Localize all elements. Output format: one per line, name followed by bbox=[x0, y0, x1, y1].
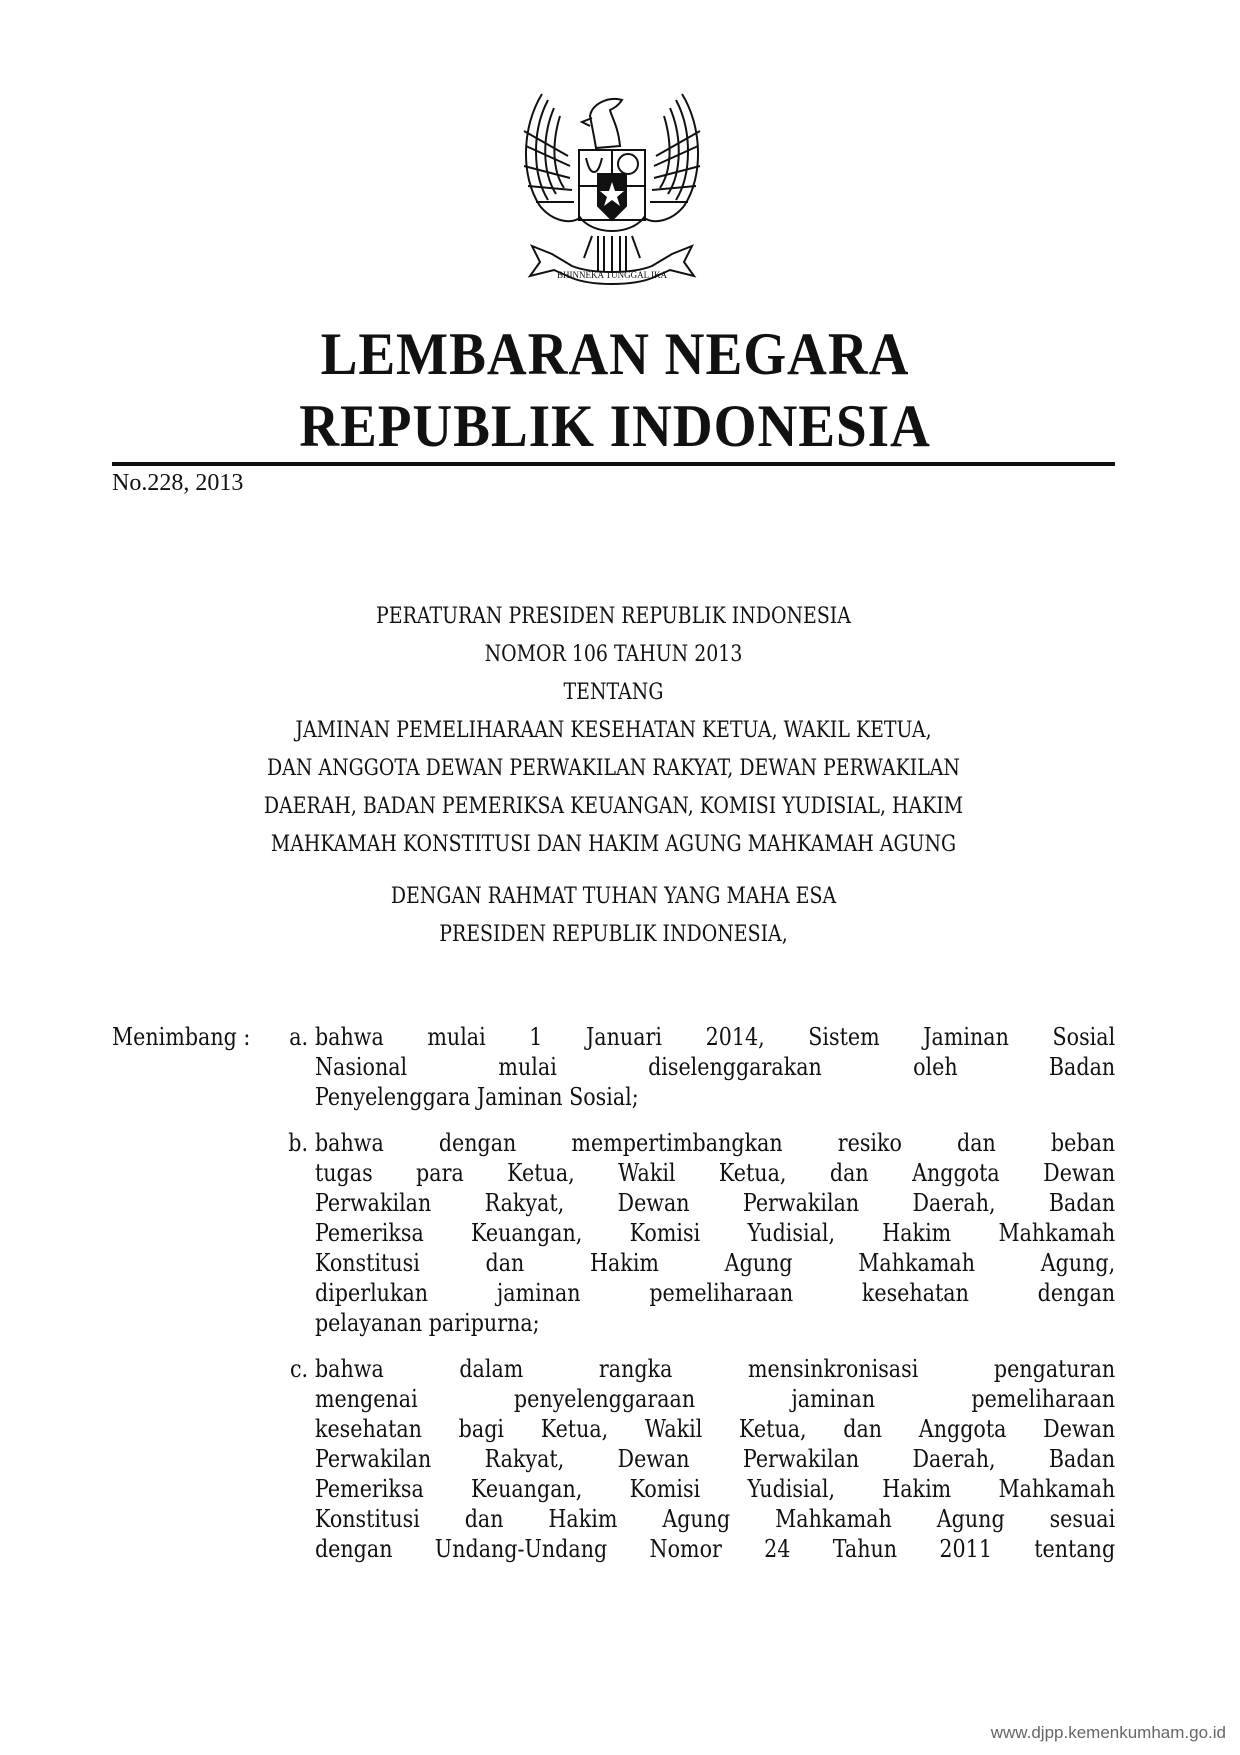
title-line: TENTANG bbox=[563, 680, 664, 705]
text-line: Konstitusi dan Hakim Agung Mahkamah Agung, bbox=[314, 1249, 1116, 1277]
masthead-line-2: REPUBLIK INDONESIA bbox=[299, 393, 931, 459]
masthead bbox=[150, 318, 1079, 462]
considerations-label: Menimbang : bbox=[112, 1023, 251, 1051]
consideration-item-b bbox=[112, 1128, 1115, 1338]
text-line: Penyelenggara Jaminan Sosial; bbox=[314, 1083, 639, 1111]
header-divider bbox=[112, 462, 1115, 466]
consideration-item-c bbox=[112, 1354, 1115, 1564]
footer-url[interactable]: www.djpp.kemenkumham.go.id bbox=[990, 1723, 1226, 1742]
text-line: dengan Undang-Undang Nomor 24 Tahun 2011 tentang bbox=[314, 1535, 1116, 1563]
item-letter: a. bbox=[289, 1023, 309, 1051]
title-line: NOMOR 106 TAHUN 2013 bbox=[484, 642, 743, 667]
title-line: PERATURAN PRESIDEN REPUBLIK INDONESIA bbox=[376, 604, 851, 629]
title-line: DAERAH, BADAN PEMERIKSA KEUANGAN, KOMISI YUDISIAL, HAKIM bbox=[263, 794, 964, 819]
consideration-item-a bbox=[112, 1022, 1115, 1112]
masthead-line-1: LEMBARAN NEGARA bbox=[320, 321, 910, 387]
text-line: Perwakilan Rakyat, Dewan Perwakilan Daerah, Badan bbox=[314, 1445, 1116, 1473]
issue-number: No.228, 2013 bbox=[112, 470, 244, 496]
regulation-title bbox=[112, 598, 1115, 954]
item-text bbox=[315, 1128, 1115, 1338]
title-line: JAMINAN PEMELIHARAAN KESEHATAN KETUA, WAKIL KETUA, bbox=[295, 718, 932, 743]
item-text bbox=[315, 1354, 1115, 1564]
text-line: bahwa dalam rangka mensinkronisasi pengaturan bbox=[314, 1355, 1116, 1383]
text-line: mengenai penyelenggaraan jaminan pemeliharaan bbox=[314, 1385, 1116, 1413]
text-line: bahwa dengan mempertimbangkan resiko dan beban bbox=[314, 1129, 1116, 1157]
garuda-emblem-icon bbox=[512, 86, 712, 296]
text-line: Konstitusi dan Hakim Agung Mahkamah Agung sesuai bbox=[314, 1505, 1116, 1533]
item-text bbox=[315, 1022, 1115, 1112]
text-line: tugas para Ketua, Wakil Ketua, dan Anggota Dewan bbox=[314, 1159, 1116, 1187]
item-letter: c. bbox=[289, 1355, 309, 1383]
text-line: bahwa mulai 1 Januari 2014, Sistem Jaminan Sosial bbox=[314, 1023, 1116, 1051]
text-line: Pemeriksa Keuangan, Komisi Yudisial, Hakim Mahkamah bbox=[314, 1475, 1116, 1503]
text-line: diperlukan jaminan pemeliharaan kesehatan dengan bbox=[314, 1279, 1116, 1307]
text-line: Nasional mulai diselenggarakan oleh Badan bbox=[314, 1053, 1116, 1081]
authority: PRESIDEN REPUBLIK INDONESIA, bbox=[439, 922, 788, 947]
svg-text:BHINNEKA TUNGGAL IKA: BHINNEKA TUNGGAL IKA bbox=[557, 270, 667, 280]
title-line: MAHKAMAH KONSTITUSI DAN HAKIM AGUNG MAHKAMAH AGUNG bbox=[270, 832, 957, 857]
text-line: kesehatan bagi Ketua, Wakil Ketua, dan Anggota Dewan bbox=[314, 1415, 1116, 1443]
invocation: DENGAN RAHMAT TUHAN YANG MAHA ESA bbox=[390, 884, 837, 909]
text-line: Perwakilan Rakyat, Dewan Perwakilan Daerah, Badan bbox=[314, 1189, 1116, 1217]
item-letter: b. bbox=[288, 1129, 309, 1157]
text-line: Pemeriksa Keuangan, Komisi Yudisial, Hakim Mahkamah bbox=[314, 1219, 1116, 1247]
considerations-section bbox=[112, 1022, 1115, 1580]
title-line: DAN ANGGOTA DEWAN PERWAKILAN RAKYAT, DEWAN PERWAKILAN bbox=[267, 756, 960, 781]
text-line: pelayanan paripurna; bbox=[314, 1309, 540, 1337]
